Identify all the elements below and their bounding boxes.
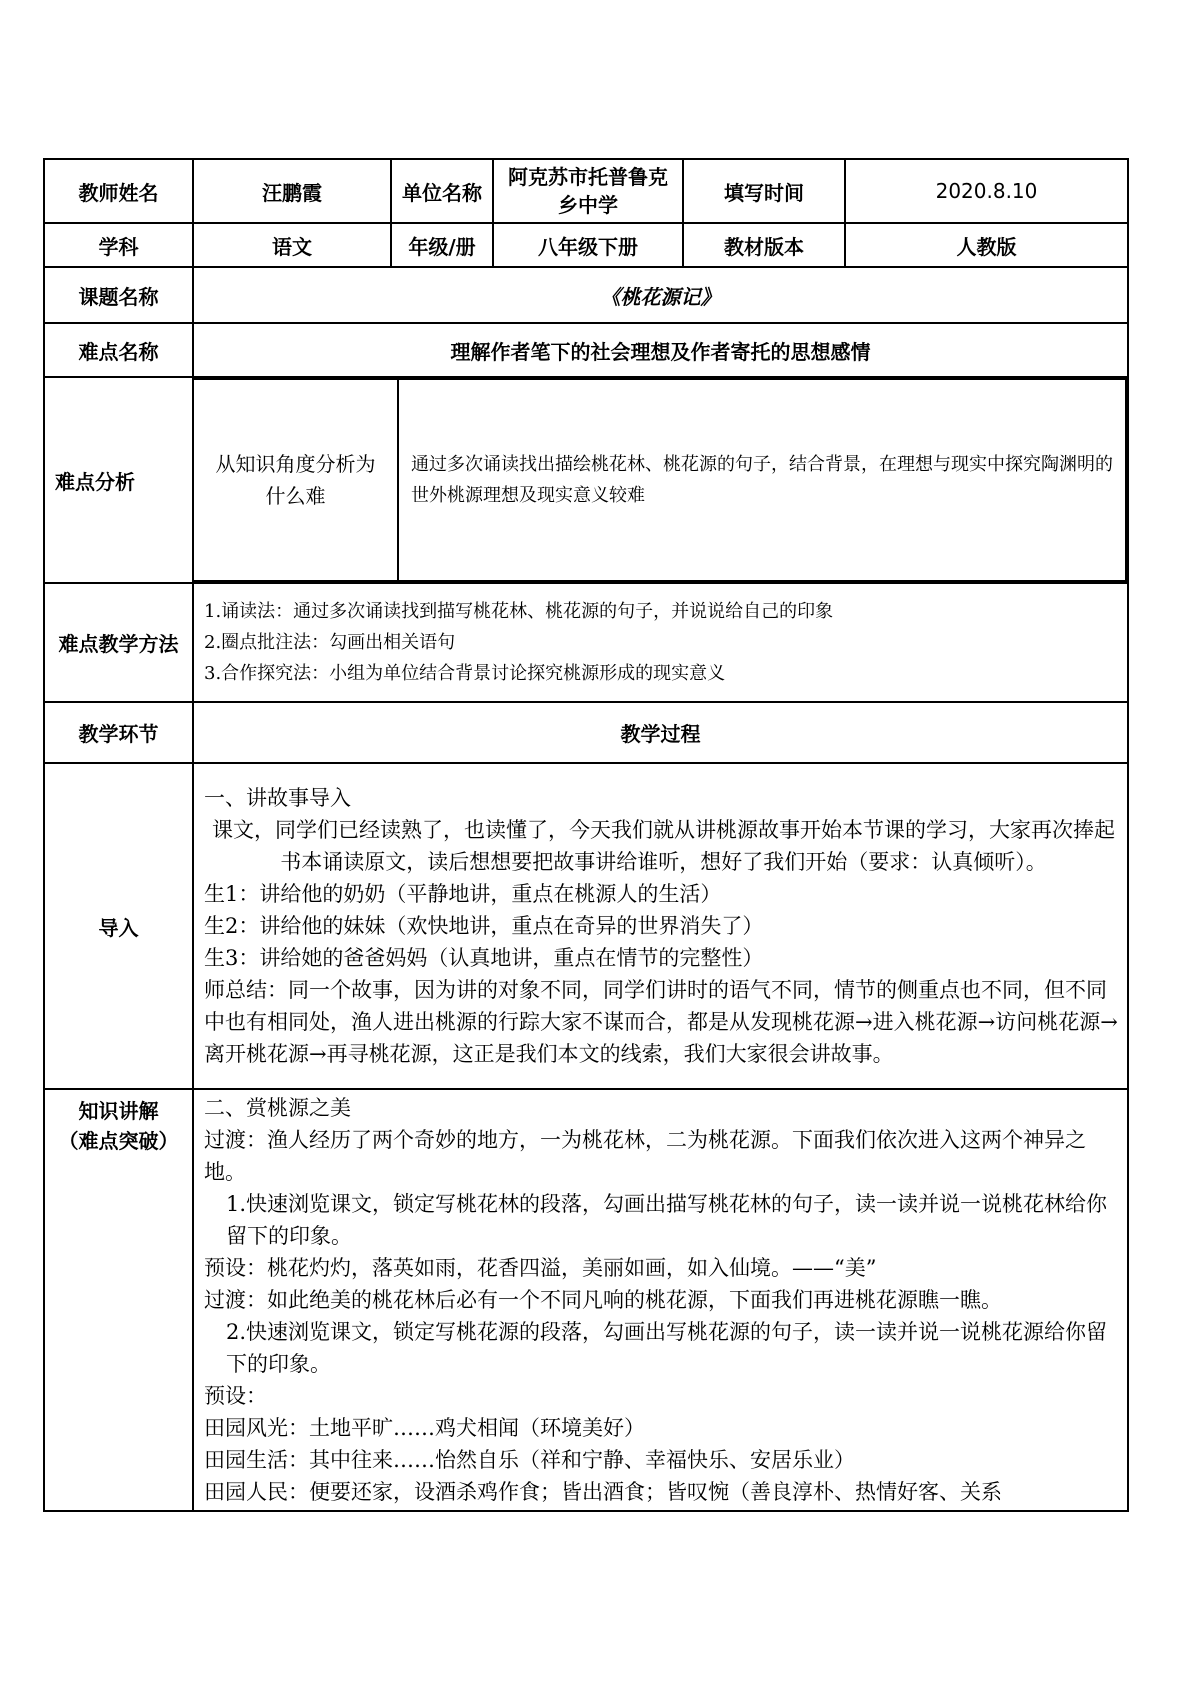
knowledge-row	[44, 1089, 1128, 1511]
intro-paragraph: 课文，同学们已经读熟了，也读懂了，今天我们就从讲桃源故事开始本节课的学习，大家再次捧起书本诵读原文，读后想想要把故事讲给谁听，想好了我们开始（要求：认真倾听）。	[212, 818, 1115, 874]
knowledge-preset-1: 预设：桃花灼灼，落英如雨，花香四溢，美丽如画，如入仙境。——“美”	[204, 1256, 877, 1280]
method-item-3: 3.合作探究法：小组为单位结合背景讨论探究桃源形成的现实意义	[204, 663, 726, 684]
intro-content	[193, 763, 1128, 1089]
teacher-value: 汪鹏霞	[193, 159, 391, 223]
intro-heading: 一、讲故事导入	[204, 786, 351, 810]
intro-row	[44, 763, 1128, 1089]
topic-row	[44, 267, 1128, 323]
analysis-text: 通过多次诵读找出描绘桃花林、桃花源的句子，结合背景，在理想与现实中探究陶渊明的世外桃源理想及现实意义较难	[411, 454, 1113, 506]
edition-label: 教材版本	[683, 223, 845, 267]
knowledge-transition-2: 过渡：如此绝美的桃花林后必有一个不同凡响的桃花源，下面我们再进桃花源瞧一瞧。	[204, 1288, 1002, 1312]
stage-header: 教学环节	[44, 702, 193, 763]
analysis-sub-line-2: 什么难	[265, 484, 326, 508]
analysis-sub-label	[194, 379, 398, 581]
edition-value: 人教版	[845, 223, 1128, 267]
header-row-2	[44, 223, 1128, 267]
knowledge-scene-1: 田园风光：土地平旷……鸡犬相闻（环境美好）	[204, 1416, 645, 1440]
header-row-1	[44, 159, 1128, 223]
methods-list	[193, 583, 1128, 702]
intro-student-2: 生2：讲给他的妹妹（欢快地讲，重点在奇异的世界消失了）	[204, 914, 764, 938]
knowledge-step-1: 1.快速浏览课文，锁定写桃花林的段落，勾画出描写桃花林的句子，读一读并说一说桃花林给你留下的印象。	[226, 1192, 1108, 1248]
date-label: 填写时间	[683, 159, 845, 223]
difficulty-row	[44, 323, 1128, 377]
knowledge-label-line-2: （难点突破）	[58, 1129, 179, 1153]
grade-value: 八年级下册	[493, 223, 683, 267]
topic-value: 《桃花源记》	[193, 267, 1128, 323]
process-header: 教学过程	[193, 702, 1128, 763]
knowledge-heading: 二、赏桃源之美	[204, 1096, 351, 1120]
knowledge-label	[44, 1089, 193, 1511]
intro-label: 导入	[44, 763, 193, 1089]
knowledge-scene-3: 田园人民：便要还家，设酒杀鸡作食；皆出酒食；皆叹惋（善良淳朴、热情好客、关系	[204, 1480, 1002, 1504]
intro-student-1: 生1：讲给他的奶奶（平静地讲，重点在桃源人的生活）	[204, 882, 722, 906]
analysis-row	[44, 377, 1128, 583]
method-item-1: 1.诵读法：通过多次诵读找到描写桃花林、桃花源的句子，并说说给自己的印象	[204, 601, 834, 622]
analysis-text-cell	[398, 379, 1126, 581]
knowledge-content	[193, 1089, 1128, 1511]
knowledge-transition-1: 过渡：渔人经历了两个奇妙的地方，一为桃花林，二为桃花源。下面我们依次进入这两个神异之地。	[204, 1128, 1086, 1184]
lesson-plan-table	[43, 158, 1129, 1512]
date-value: 2020.8.10	[845, 159, 1128, 223]
topic-label: 课题名称	[44, 267, 193, 323]
intro-student-3: 生3：讲给她的爸爸妈妈（认真地讲，重点在情节的完整性）	[204, 946, 764, 970]
analysis-content	[193, 377, 1128, 583]
unit-label: 单位名称	[391, 159, 493, 223]
subject-label: 学科	[44, 223, 193, 267]
knowledge-scene-2: 田园生活：其中往来……怡然自乐（祥和宁静、幸福快乐、安居乐业）	[204, 1448, 855, 1472]
methods-row	[44, 583, 1128, 702]
analysis-sub-line-1: 从知识角度分析为	[215, 452, 376, 476]
method-item-2: 2.圈点批注法：勾画出相关语句	[204, 632, 456, 653]
unit-value: 阿克苏市托普鲁克乡中学	[493, 159, 683, 223]
methods-label: 难点教学方法	[44, 583, 193, 702]
knowledge-label-line-1: 知识讲解	[78, 1099, 159, 1123]
process-header-row	[44, 702, 1128, 763]
knowledge-preset-2: 预设：	[204, 1384, 267, 1408]
difficulty-label: 难点名称	[44, 323, 193, 377]
teacher-label: 教师姓名	[44, 159, 193, 223]
grade-label: 年级/册	[391, 223, 493, 267]
analysis-nested-table	[194, 378, 1127, 582]
knowledge-step-2: 2.快速浏览课文，锁定写桃花源的段落，勾画出写桃花源的句子，读一读并说一说桃花源给你留下的印象。	[226, 1320, 1108, 1376]
difficulty-value: 理解作者笔下的社会理想及作者寄托的思想感情	[193, 323, 1128, 377]
analysis-label: 难点分析	[44, 377, 193, 583]
subject-value: 语文	[193, 223, 391, 267]
intro-summary: 师总结：同一个故事，因为讲的对象不同，同学们讲时的语气不同，情节的侧重点也不同，但不同中也有相同处，渔人进出桃源的行踪大家不谋而合，都是从发现桃花源→进入桃花源→访问桃花源→离开桃花源→再寻桃花源，这正是我们本文的线索，我们大家很会讲故事。	[204, 978, 1118, 1066]
